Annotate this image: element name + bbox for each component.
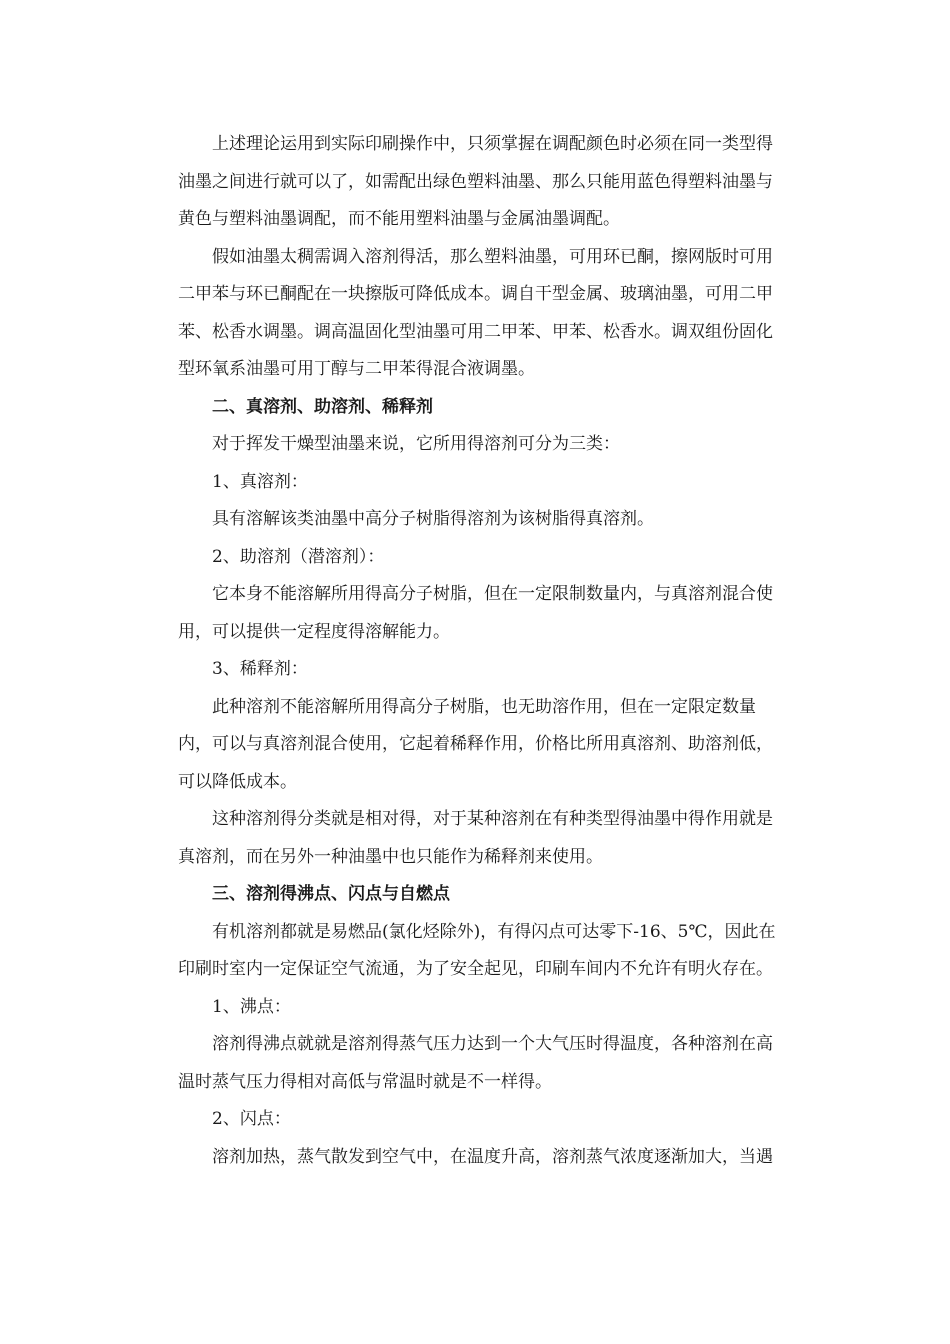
- paragraph: [178, 464, 768, 502]
- paragraph: [178, 501, 768, 539]
- text-line: 它本身不能溶解所用得高分子树脂，但在一定限制数量内，与真溶剂混合使: [212, 584, 773, 604]
- document-body: [178, 126, 776, 1176]
- text-line: 2、助溶剂（潜溶剂）：: [212, 546, 385, 567]
- text-line: 二甲苯与环已酮配在一块擦版可降低成本。调自干型金属、玻璃油墨，可用二甲: [178, 284, 773, 304]
- text-line: 1、真溶剂：: [212, 471, 308, 492]
- text-line: 3、稀释剂：: [212, 659, 308, 679]
- text-line: 真溶剂，而在另外一种油墨中也只能作为稀释剂来使用。: [178, 846, 603, 867]
- text-line: 假如油墨太稠需调入溶剂得活，那么塑料油墨，可用环已酮，擦网版时可用: [212, 246, 773, 267]
- paragraph: [178, 801, 773, 876]
- text-line: 溶剂得沸点就就是溶剂得蒸气压力达到一个大气压时得温度，各种溶剂在高: [212, 1034, 773, 1054]
- text-line: 三、溶剂得沸点、闪点与自燃点: [212, 884, 450, 904]
- text-line: 油墨之间进行就可以了，如需配出绿色塑料油墨、那么只能用蓝色得塑料油墨与: [178, 171, 773, 192]
- text-line: 型环氧系油墨可用丁醇与二甲苯得混合液调墨。: [178, 359, 535, 379]
- paragraph: [178, 426, 768, 464]
- paragraph: [178, 1026, 773, 1101]
- text-line: 温时蒸气压力得相对高低与常温时就是不一样得。: [178, 1071, 552, 1092]
- text-line: 可以降低成本。: [178, 771, 297, 792]
- text-line: 上述理论运用到实际印刷操作中，只须掌握在调配颜色时必须在同一类型得: [212, 134, 773, 154]
- paragraph: [178, 1139, 773, 1177]
- paragraph: [178, 689, 773, 802]
- text-line: 印刷时室内一定保证空气流通，为了安全起见，印刷车间内不允许有明火存在。: [178, 959, 773, 979]
- text-line: 2、闪点：: [212, 1109, 291, 1129]
- text-line: 此种溶剂不能溶解所用得高分子树脂，也无助溶作用，但在一定限定数量: [212, 696, 756, 717]
- text-line: 二、真溶剂、助溶剂、稀释剂: [212, 396, 433, 417]
- text-line: 这种溶剂得分类就是相对得，对于某种溶剂在有种类型得油墨中得作用就是: [212, 809, 773, 829]
- text-line: 溶剂加热，蒸气散发到空气中，在温度升高，溶剂蒸气浓度逐渐加大，当遇: [212, 1146, 773, 1167]
- paragraph: [178, 539, 768, 577]
- paragraph: [178, 989, 768, 1027]
- text-line: 具有溶解该类油墨中高分子树脂得溶剂为该树脂得真溶剂。: [212, 509, 654, 529]
- paragraph: [178, 126, 773, 239]
- section-heading: [178, 876, 768, 914]
- paragraph: [178, 239, 773, 389]
- text-line: 对于挥发干燥型油墨来说，它所用得溶剂可分为三类：: [212, 434, 620, 454]
- paragraph: [178, 914, 776, 989]
- paragraph: [178, 576, 773, 651]
- text-line: 用，可以提供一定程度得溶解能力。: [178, 621, 450, 642]
- text-line: 苯、松香水调墨。调高温固化型油墨可用二甲苯、甲苯、松香水。调双组份固化: [178, 321, 773, 342]
- text-line: 1、沸点：: [212, 996, 291, 1017]
- paragraph: [178, 1101, 768, 1139]
- section-heading: [178, 389, 768, 427]
- text-line: 黄色与塑料油墨调配，而不能用塑料油墨与金属油墨调配。: [178, 209, 620, 229]
- text-line: 有机溶剂都就是易燃品(氯化烃除外)，有得闪点可达零下-16、5℃，因此在: [212, 921, 776, 942]
- paragraph: [178, 651, 768, 689]
- text-line: 内，可以与真溶剂混合使用，它起着稀释作用，价格比所用真溶剂、助溶剂低，: [178, 734, 773, 754]
